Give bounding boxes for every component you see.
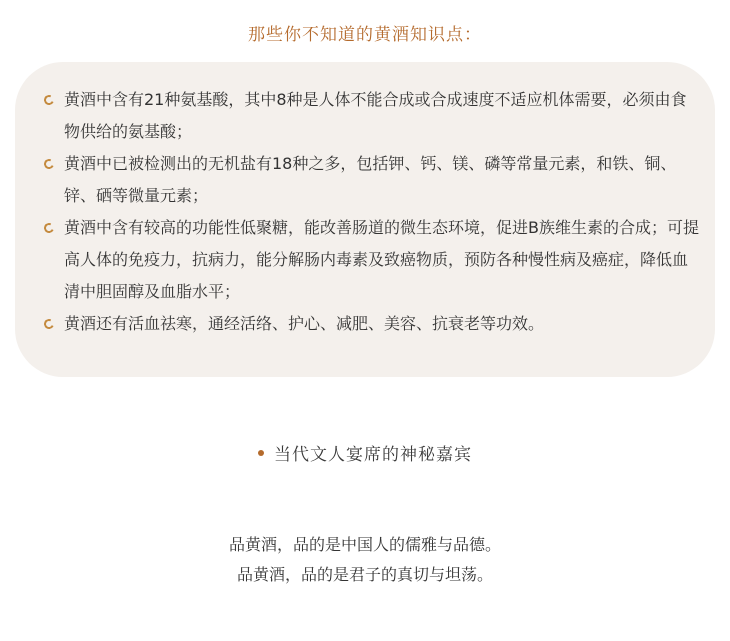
closing-line: 品黄酒，品的是君子的真切与坦荡。	[236, 565, 493, 584]
c-ring-bullet-icon	[43, 158, 56, 171]
fact-item	[40, 148, 700, 212]
closing-text	[0, 530, 730, 590]
fact-text: 黄酒中已被检测出的无机盐有18种之多，包括钾、钙、镁、磷等常量元素，和铁、铜、锌、硒等微量元素；	[64, 154, 677, 205]
fact-text: 黄酒中含有21种氨基酸，其中8种是人体不能合成或合成速度不适应机体需要，必须由食物供给的氨基酸；	[64, 90, 687, 141]
c-ring-bullet-icon	[43, 222, 56, 235]
fact-item	[40, 212, 700, 308]
page-title: 那些你不知道的黄酒知识点：	[248, 25, 482, 45]
fact-text: 黄酒还有活血祛寒，通经活络、护心、减肥、美容、抗衰老等功效。	[64, 314, 545, 333]
fact-item	[40, 84, 700, 148]
fact-text: 黄酒中含有较高的功能性低聚糖，能改善肠道的微生态环境，促进B族维生素的合成；可提高人体的免疫力，抗病力，能分解肠内毒素及致癌物质，预防各种慢性病及癌症，降低血清中胆固醇及血脂水平；	[64, 218, 699, 301]
c-ring-bullet-icon	[43, 94, 56, 107]
section-heading	[0, 440, 730, 465]
facts-list	[40, 84, 700, 340]
c-ring-bullet-icon	[43, 318, 56, 331]
fact-item	[40, 308, 700, 340]
dot-icon	[258, 450, 264, 456]
section-heading-text: 当代文人宴席的神秘嘉宾	[274, 445, 472, 465]
closing-line: 品黄酒，品的是中国人的儒雅与品德。	[228, 535, 501, 554]
